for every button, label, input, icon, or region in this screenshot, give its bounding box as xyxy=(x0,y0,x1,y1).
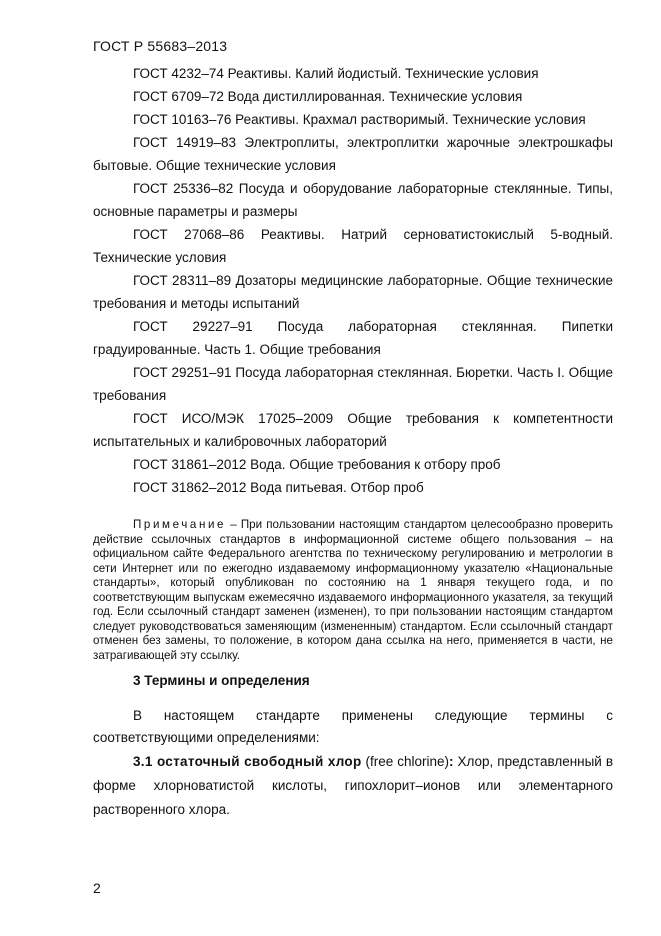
definition-english: (free chlorine) xyxy=(361,754,449,769)
definition-paragraph xyxy=(93,750,613,822)
definition-colon: : xyxy=(449,754,454,769)
reference-item: ГОСТ 29227–91 Посуда лабораторная стеклянная. Пипетки градуированные. Часть 1. Общие требования xyxy=(93,319,613,357)
document-header: ГОСТ Р 55683–2013 xyxy=(93,38,228,54)
reference-item: ГОСТ 31862–2012 Вода питьевая. Отбор проб xyxy=(133,480,424,495)
note-text: – При пользовании настоящим стандартом целесообразно проверить действие ссылочных стандартов в информационной системе общего пользования – на официальном сайте Федерального агентства по техническому регулированию и метрологии в сети Интернет или по ежегодно издаваемому информационному указателю «Национальные стандарты», который опубликован по состоянию на 1 января текущего года, и по соответствующим выпускам ежемесячно издаваемого информационного указателя, за текущий год. Если ссылочный стандарт заменен (изменен), то при пользовании настоящим стандартом следует руководствоваться заменяющим (измененным) стандартом. Если ссылочный стандарт отменен без замены, то положение, в котором дана ссылка на него, применяется в части, не затрагивающей эту ссылку. xyxy=(93,518,613,662)
definition-term: 3.1 остаточный свободный хлор xyxy=(133,754,362,769)
reference-item: ГОСТ 27068–86 Реактивы. Натрий серноватистокислый 5-водный. Технические условия xyxy=(93,227,613,265)
reference-item: ГОСТ 4232–74 Реактивы. Калий йодистый. Технические условия xyxy=(133,66,539,81)
page-number: 2 xyxy=(93,880,101,896)
section-title: 3 Термины и определения xyxy=(133,673,310,688)
section-intro: В настоящем стандарте применены следующие термины с соответствующими определениями: xyxy=(93,708,613,745)
reference-item: ГОСТ 6709–72 Вода дистиллированная. Технические условия xyxy=(133,89,523,104)
reference-item: ГОСТ 29251–91 Посуда лабораторная стеклянная. Бюретки. Часть I. Общие требования xyxy=(93,365,613,403)
reference-item: ГОСТ 28311–89 Дозаторы медицинские лабораторные. Общие технические требования и методы испытаний xyxy=(93,273,613,311)
note-label: Примечание xyxy=(133,518,227,531)
reference-item: ГОСТ 14919–83 Электроплиты, электроплитки жарочные электрошкафы бытовые. Общие технические условия xyxy=(93,135,613,173)
reference-item: ГОСТ ИСО/МЭК 17025–2009 Общие требования к компетентности испытательных и калибровочных лабораторий xyxy=(93,411,613,449)
reference-item: ГОСТ 31861–2012 Вода. Общие требования к отбору проб xyxy=(133,457,501,472)
references-list xyxy=(93,62,613,499)
note-paragraph xyxy=(93,518,613,663)
definition-text: Хлор, представленный в форме хлорноватистой кислоты, гипохлорит–ионов или элементарного растворенного хлора. xyxy=(93,754,614,817)
reference-item: ГОСТ 25336–82 Посуда и оборудование лабораторные стеклянные. Типы, основные параметры и размеры xyxy=(93,181,613,219)
reference-item: ГОСТ 10163–76 Реактивы. Крахмал растворимый. Технические условия xyxy=(133,112,586,127)
